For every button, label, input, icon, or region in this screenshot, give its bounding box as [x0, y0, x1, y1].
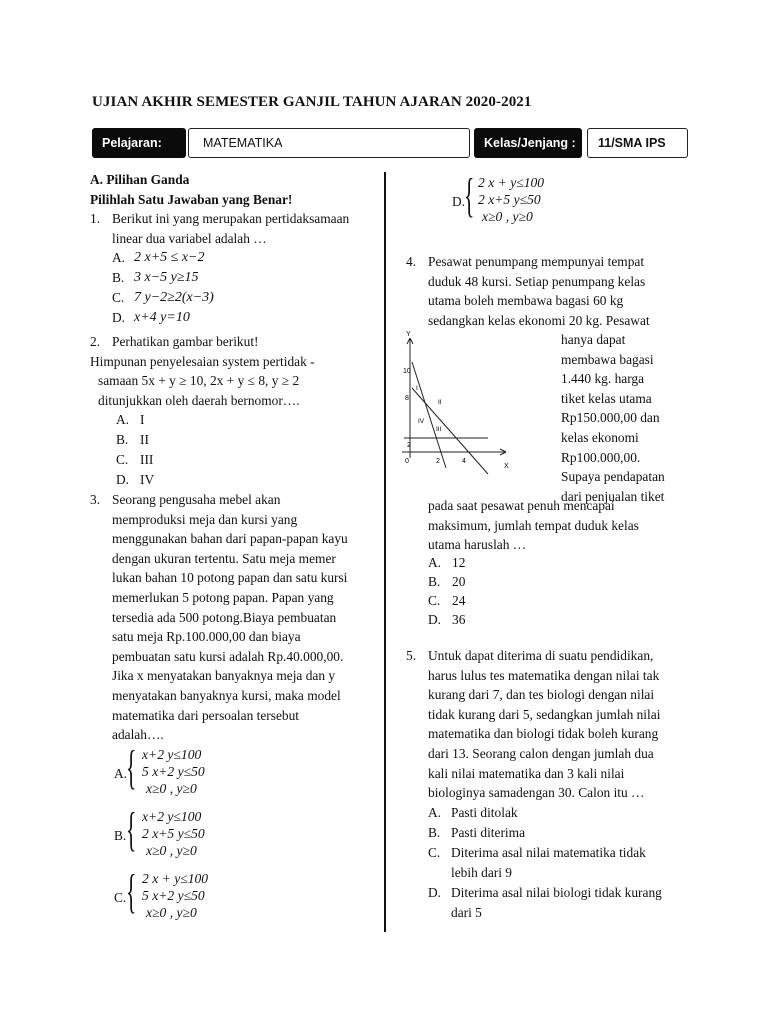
- brace: {: [464, 169, 475, 222]
- x-axis-label: X: [504, 463, 509, 470]
- text-line: sedangkan kelas ekonomi 20 kg. Pesawat: [428, 312, 650, 328]
- region-label: II: [438, 399, 442, 406]
- text-line: dengan ukuran tertentu. Satu meja memer: [112, 550, 336, 566]
- text-line: Pesawat penumpang mempunyai tempat: [428, 254, 645, 269]
- question-text: [406, 646, 698, 803]
- text-line: tersedia ada 500 potong.Biaya pembuatan: [112, 609, 337, 625]
- text-line: duduk 48 kursi. Setiap penumpang kelas: [428, 273, 646, 289]
- text-line: harus lulus tes matematika dengan nilai tak: [428, 667, 660, 683]
- brace: {: [126, 741, 137, 794]
- text-line: pada saat pesawat penuh mencapai: [428, 498, 615, 513]
- text-line: matematika dari persoalan tersebut: [112, 707, 300, 723]
- question-text: samaan 5x + y ≥ 10, 2x + y ≤ 8, y ≥ 2: [98, 373, 300, 389]
- text-line: utama haruslah …: [428, 537, 527, 553]
- option-c[interactable]: C. III: [116, 452, 154, 468]
- tick-label: 2: [407, 442, 411, 449]
- option-d[interactable]: D. x+4 y=10: [112, 310, 190, 326]
- text-line: memproduksi meja dan kursi yang: [112, 511, 298, 527]
- option-b[interactable]: B. II: [116, 432, 149, 448]
- tick-label: 4: [462, 458, 466, 465]
- text-line: tiket kelas utama: [561, 390, 652, 406]
- text-line: tidak kurang dari 5, sedangkan jumlah nilai: [428, 706, 661, 722]
- tick-label: 2: [436, 458, 440, 465]
- tick-label: 0: [405, 458, 409, 465]
- option-a[interactable]: A. Pasti ditolak: [428, 805, 518, 820]
- question-number: 1.: [90, 211, 101, 226]
- page-title: UJIAN AKHIR SEMESTER GANJIL TAHUN AJARAN 2020-2021: [92, 94, 532, 110]
- option-a[interactable]: A. 2 x+5 ≤ x−2: [112, 250, 205, 266]
- question-number: 5.: [406, 648, 417, 663]
- text-line: Jika x menyatakan banyaknya meja dan y: [112, 668, 336, 684]
- text-line: pembuatan satu kursi adalah Rp.40.000,00.: [112, 648, 344, 664]
- text-line: satu meja Rp.100.000,00 dan biaya: [112, 629, 301, 645]
- option-a[interactable]: A. 12: [428, 555, 466, 570]
- option-a[interactable]: A. I: [116, 412, 145, 428]
- class-label: Kelas/Jenjang :: [474, 128, 582, 158]
- text-line: 1.440 kg. harga: [561, 371, 645, 387]
- question-text: [406, 252, 696, 330]
- brace: {: [126, 865, 137, 918]
- question-4: [406, 252, 696, 330]
- text-line: Seorang pengusaha mebel akan: [112, 492, 281, 507]
- tick-label: 10: [403, 368, 411, 375]
- question-text: [428, 496, 698, 555]
- option-d[interactable]: D. Diterima asal nilai biologi tidak kurang dari 5: [428, 885, 662, 920]
- text-line: Untuk dapat diterima di suatu pendidikan,: [428, 648, 654, 663]
- text-line: hanya dapat: [561, 332, 626, 347]
- region-label: IV: [418, 418, 425, 425]
- question-number: 3.: [90, 492, 101, 507]
- q5-options: [428, 803, 700, 923]
- text-line: kurang dari 7, dan tes biologi dengan nilai: [428, 687, 655, 703]
- q4-options: [428, 553, 528, 633]
- column-divider: [384, 172, 386, 932]
- line-2x-y-8: [412, 388, 488, 474]
- text-line: biologinya samadengan 30. Calon itu …: [428, 785, 645, 801]
- text-line: dari 13. Seorang calon dengan jumlah dua: [428, 745, 654, 761]
- option-c[interactable]: C. 24: [428, 593, 466, 608]
- question-number: 2.: [90, 334, 101, 349]
- region-label: I: [416, 385, 418, 392]
- option-b[interactable]: B. Pasti diterima: [428, 825, 526, 840]
- section-heading: A. Pilihan Ganda: [90, 172, 190, 187]
- text-line: memerlukan 5 potong papan. Papan yang: [112, 589, 334, 605]
- question-text: Himpunan penyelesaian system pertidak -: [90, 353, 315, 369]
- section-instruction: Pilihlah Satu Jawaban yang Benar!: [90, 191, 293, 207]
- option-c[interactable]: C. Diterima asal nilai matematika tidak lebih dari 9: [428, 845, 646, 880]
- subject-value: MATEMATIKA: [188, 128, 470, 158]
- question-3: [90, 490, 382, 745]
- option-b[interactable]: B. 20: [428, 574, 466, 589]
- question-text: Berikut ini yang merupakan pertidaksamaan: [112, 211, 350, 226]
- option-b[interactable]: B. 3 x−5 y≥15: [112, 270, 199, 286]
- inequality-graph: [396, 326, 516, 476]
- tick-label: 8: [405, 395, 409, 402]
- text-line: menyatakan banyaknya kursi, maka model: [112, 687, 341, 703]
- text-line: Rp150.000,00 dan: [561, 410, 660, 426]
- subject-label: Pelajaran:: [92, 128, 186, 158]
- question-number: 4.: [406, 254, 417, 269]
- question-text: ditunjukkan oleh daerah bernomor….: [98, 392, 300, 408]
- option-c[interactable]: C. 7 y−2≥2(x−3): [112, 290, 214, 306]
- region-label: III: [436, 426, 442, 433]
- text-line: dari penjualan tiket: [561, 488, 665, 504]
- question-2: [90, 332, 382, 490]
- text-line: kelas ekonomi: [561, 429, 639, 445]
- text-line: Supaya pendapatan: [561, 469, 665, 485]
- text-line: lukan bahan 10 potong papan dan satu kursi: [112, 570, 348, 586]
- brace: {: [126, 803, 137, 856]
- text-line: menggunakan bahan dari papan-papan kayu: [112, 531, 348, 547]
- text-line: maksimum, jumlah tempat duduk kelas: [428, 517, 639, 533]
- option-d[interactable]: D. 36: [428, 612, 466, 627]
- question-text: linear dua variabel adalah …: [112, 230, 267, 246]
- question-text: Perhatikan gambar berikut!: [112, 334, 259, 349]
- left-column: [90, 170, 380, 209]
- class-value: 11/SMA IPS: [587, 128, 688, 158]
- text-line: membawa bagasi: [561, 351, 654, 367]
- text-line: matematika dan biologi tidak boleh kurang: [428, 726, 659, 742]
- question-text: [561, 330, 681, 506]
- text-line: adalah….: [112, 727, 164, 743]
- text-line: kali nilai matematika dan 3 kali nilai: [428, 765, 625, 781]
- text-line: utama boleh membawa bagasi 60 kg: [428, 293, 624, 309]
- text-line: Rp100.000,00.: [561, 449, 641, 465]
- question-5: [406, 646, 698, 803]
- y-axis-label: Y: [406, 331, 411, 338]
- question-text: [90, 490, 382, 745]
- option-d[interactable]: D. IV: [116, 472, 155, 488]
- question-1: [90, 209, 380, 328]
